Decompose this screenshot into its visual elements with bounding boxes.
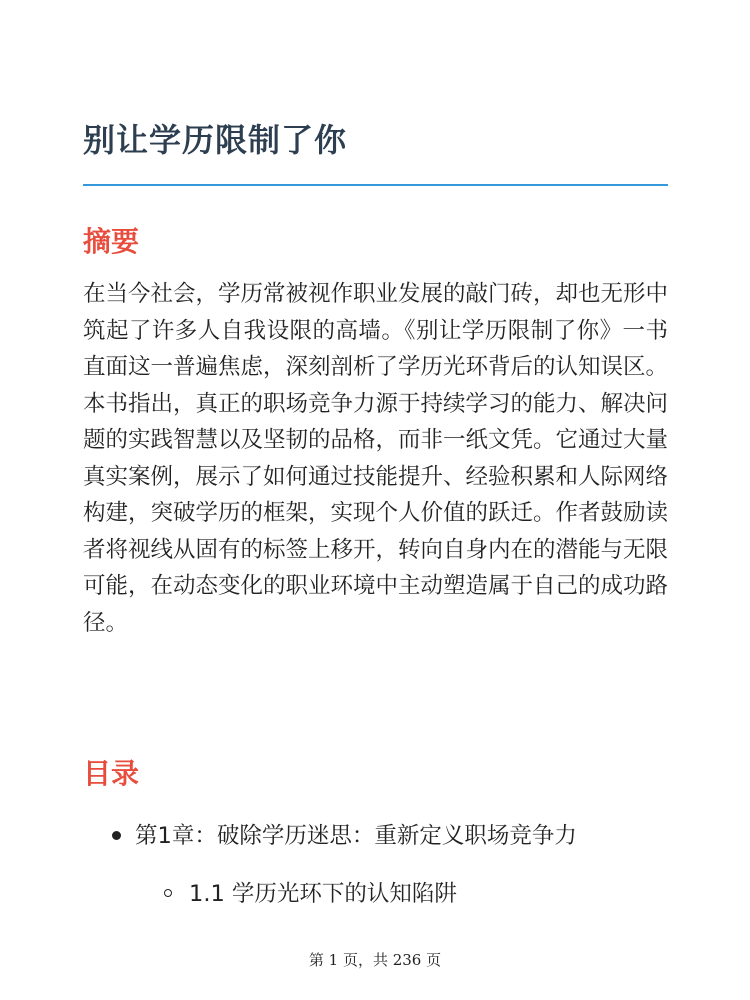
- toc-chapter-item: [83, 816, 668, 860]
- toc-section-item: [83, 874, 668, 914]
- document-title: 别让学历限制了你: [83, 121, 348, 159]
- abstract-heading: 摘要: [83, 225, 140, 258]
- hollow-bullet-icon: [164, 889, 172, 897]
- toc-chapter-label: 第1章：破除学历迷思：重新定义职场竞争力: [135, 823, 577, 849]
- document-page: [83, 0, 668, 1000]
- toc-list: [83, 816, 668, 914]
- abstract-body: 在当今社会，学历常被视作职业发展的敲门砖，却也无形中筑起了许多人自我设限的高墙。《别让学历限制了你》一书直面这一普遍焦虑，深刻剖析了学历光环背后的认知误区。本书指出，真正的职场竞争力源于持续学习的能力、解决问题的实践智慧以及坚韧的品格，而非一纸文凭。它通过大量真实案例，展示了如何通过技能提升、经验积累和人际网络构建，突破学历的框架，实现个人价值的跃迁。作者鼓励读者将视线从固有的标签上移开，转向自身内在的潜能与无限可能，在动态变化的职业环境中主动塑造属于自己的成功路径。: [83, 281, 669, 636]
- filled-bullet-icon: [112, 831, 121, 840]
- title-divider: [83, 184, 668, 186]
- toc-heading: 目录: [83, 757, 140, 790]
- toc-section-label: 1.1 学历光环下的认知陷阱: [189, 881, 457, 907]
- page-number-footer: 第 1 页，共 236 页: [308, 951, 442, 969]
